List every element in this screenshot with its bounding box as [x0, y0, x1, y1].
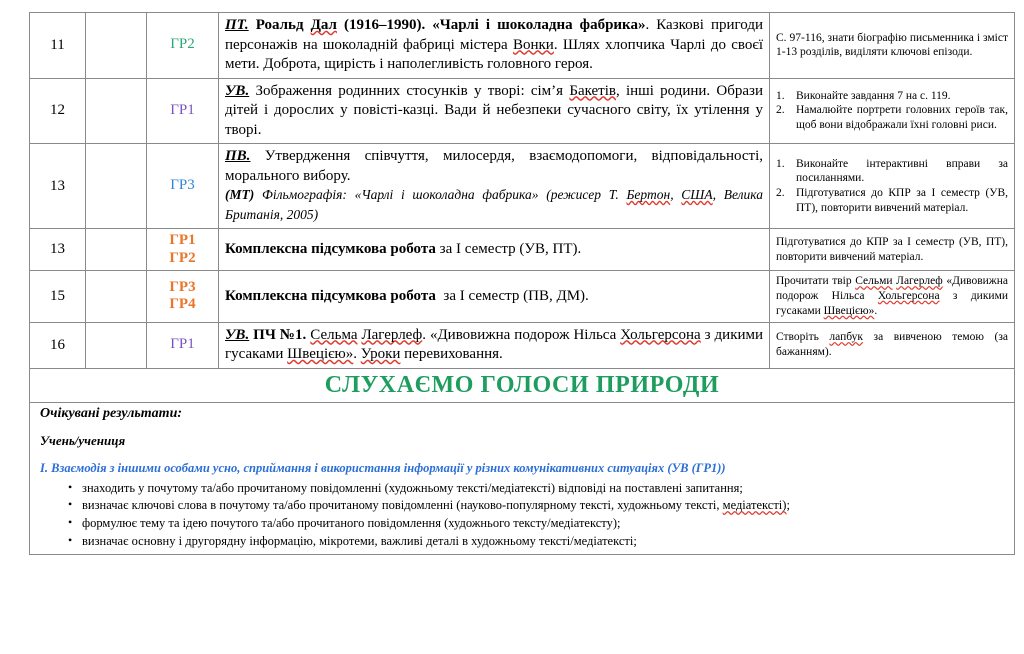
group-code: ГР2	[169, 249, 196, 266]
row-group-cell	[147, 271, 219, 322]
group-code: ГР1	[170, 336, 195, 353]
homework-text: Підготуватися до КПР за І семестр (УВ, ПТ), повторити вивчений матеріал.	[776, 235, 1008, 263]
group-code: ГР4	[169, 296, 196, 313]
lesson-plan-body	[30, 13, 1015, 555]
homework-list	[776, 89, 1008, 133]
content-text: Комплексна підсумкова робота за І семестр (УВ, ПТ).	[225, 240, 582, 257]
expected-results-heading: Очікувані результати:	[40, 405, 183, 421]
content-tag: УВ.	[225, 82, 250, 99]
list-item-number: 1.	[776, 157, 785, 170]
homework-text: С. 97-116, знати біографію письменника і зміст 1-13 розділів, виділяти ключові епізоди.	[776, 31, 1008, 59]
row-date-cell	[86, 322, 147, 368]
homework-text: Прочитати твір Сельми Лагерлеф «Дивовижна подорож Нільса Хольгерсона з дикими гусаками Швецією».	[776, 275, 1009, 317]
row-number-cell: 13	[30, 144, 86, 229]
row-content-cell	[219, 78, 770, 144]
row-group-cell	[147, 13, 219, 79]
list-item	[776, 157, 1008, 186]
row-number-cell: 11	[30, 13, 86, 79]
section-heading-row	[30, 368, 1015, 402]
results-bullet-item: • визначає основну і другорядну інформацію, мікротеми, важливі деталі в художньому тексті/медіатексті;	[82, 533, 1008, 551]
list-item-text: Виконайте інтерактивні вправи за посиланнями.	[796, 157, 1008, 185]
row-group-cell	[147, 229, 219, 271]
list-item-number: 2.	[776, 187, 785, 199]
group-code: ГР1	[169, 232, 196, 248]
table-row	[30, 13, 1015, 79]
table-row	[30, 322, 1015, 368]
table-row	[30, 271, 1015, 322]
row-date-cell	[86, 144, 147, 229]
row-homework-cell	[770, 271, 1015, 322]
list-item	[776, 103, 1008, 132]
row-number-cell: 13	[30, 229, 86, 271]
content-tag: ПВ.	[225, 148, 251, 164]
list-item-number: 1.	[776, 89, 785, 102]
row-homework-cell	[770, 78, 1015, 144]
homework-list	[776, 157, 1008, 216]
row-homework-cell	[770, 144, 1015, 229]
row-content-cell	[219, 271, 770, 322]
results-bullet-item: • формулює тему та ідею почутого та/або прочитаного повідомлення (художнього тексту/медіатексту);	[82, 515, 1008, 533]
table-row	[30, 229, 1015, 271]
row-group-cell	[147, 78, 219, 144]
expected-results-subheading: Учень/учениця	[40, 432, 126, 448]
expected-results-row	[30, 402, 1015, 554]
results-bullet-item: • визначає ключові слова в почутому та/або прочитаному повідомленні (науково-популярному тексті, художньому тексті, медіатексті);	[82, 497, 1008, 515]
row-homework-cell	[770, 322, 1015, 368]
group-code: ГР2	[170, 36, 195, 53]
lesson-plan-table	[29, 12, 1015, 555]
content-tag: ПТ.	[225, 17, 249, 33]
document-page	[0, 12, 1024, 654]
row-content-cell	[219, 322, 770, 368]
results-bullet-list	[36, 480, 1008, 551]
list-item-text: Намалюйте портрети головних героїв так, щоб вони відображали їхні головні риси.	[796, 104, 1008, 132]
content-text: УВ. ПЧ №1. Сельма Лагерлеф. «Дивовижна подорож Нільса Хольгерсона з дикими гусаками Швецією». Уроки перевиховання.	[225, 326, 764, 363]
table-row	[30, 144, 1015, 229]
row-date-cell	[86, 78, 147, 144]
row-content-cell	[219, 13, 770, 79]
list-item	[776, 89, 1008, 104]
list-item-number: 2.	[776, 104, 785, 117]
list-item	[776, 186, 1008, 215]
row-content-cell	[219, 144, 770, 229]
list-item-text: Підготуватися до КПР за І семестр (УВ, ПТ), повторити вивчений матеріал.	[796, 187, 1008, 214]
group-code: ГР3	[170, 177, 195, 194]
row-group-cell	[147, 144, 219, 229]
section-heading-cell	[30, 368, 1015, 402]
row-content-cell	[219, 229, 770, 271]
content-text: УВ. Зображення родинних стосунків у творі: сім’я Бакетів, інші родини. Образи дітей і дорослих у повісті-казці. Вади й небезпеки сучасного світу, їх утілення у творі.	[225, 82, 763, 138]
competency-line: І. Взаємодія з іншими особами усно, сприймання і використання інформації у різних комунікативних ситуаціях (УВ (ГР1))	[40, 460, 726, 475]
row-number-cell: 12	[30, 78, 86, 144]
content-text: ПВ. Утвердження співчуття, милосердя, взаємодопомоги, відповідальності, морального вибору. (МТ) Фільмографія: «Чарлі і шоколадна фабрика» (режисер Т. Бертон, США, Велика Британія, 2005)	[225, 148, 764, 222]
row-date-cell	[86, 13, 147, 79]
row-number-cell: 16	[30, 322, 86, 368]
row-date-cell	[86, 271, 147, 322]
section-title: СЛУХАЄМО ГОЛОСИ ПРИРОДИ	[324, 371, 720, 398]
row-group-cell	[147, 322, 219, 368]
row-date-cell	[86, 229, 147, 271]
results-bullet-item: • знаходить у почутому та/або прочитаному повідомленні (художньому тексті/медіатексті) відповіді на поставлені запитання;	[82, 480, 1008, 498]
group-code: ГР1	[170, 101, 195, 118]
content-text: Комплексна підсумкова робота за І семестр (ПВ, ДМ).	[225, 287, 589, 304]
content-text: ПТ. Роальд Дал (1916–1990). «Чарлі і шоколадна фабрика». Казкові пригоди персонажів на шоколадній фабриці містера Вонки. Шлях хлопчика Чарлі до своєї мети. Доброта, щирість і наполегливість головного героя.	[225, 17, 764, 72]
list-item-text: Виконайте завдання 7 на с. 119.	[796, 89, 951, 102]
table-row	[30, 78, 1015, 144]
content-tag: УВ.	[225, 326, 250, 343]
row-homework-cell	[770, 229, 1015, 271]
row-homework-cell	[770, 13, 1015, 79]
group-code: ГР3	[169, 278, 196, 295]
row-number-cell: 15	[30, 271, 86, 322]
expected-results-cell	[30, 402, 1015, 554]
homework-text: Створіть лапбук за вивченою темою (за бажанням).	[776, 331, 1008, 359]
